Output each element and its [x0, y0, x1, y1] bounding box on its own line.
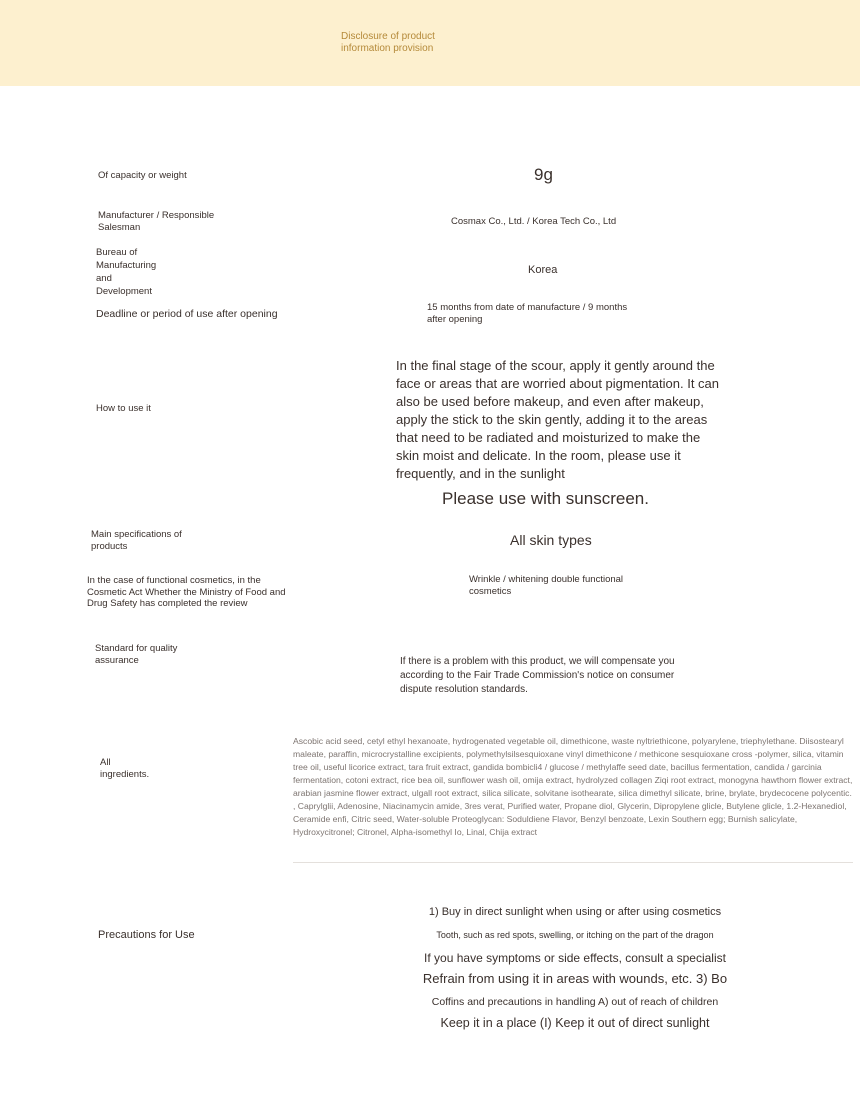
- bureau-label: Bureau of Manufacturing and Development: [96, 247, 157, 297]
- capacity-label: Of capacity or weight: [98, 170, 187, 181]
- manufacturer-label: Manufacturer / Responsible Salesman: [98, 210, 215, 233]
- banner-title: Disclosure of product information provision: [341, 31, 435, 54]
- quality-value: If there is a problem with this product, we will compensate you according to the Fair Trade Commission's notice on consumer dispute resolution standards.: [400, 656, 675, 695]
- divider: [293, 862, 853, 863]
- sunscreen-note: Please use with sunscreen.: [442, 489, 649, 508]
- specs-value: All skin types: [510, 532, 592, 548]
- precaution-line: 1) Buy in direct sunlight when using or after using cosmetics: [428, 906, 722, 918]
- precaution-line: Keep it in a place (I) Keep it out of direct sunlight: [440, 1016, 710, 1030]
- ingredients-label: All ingredients.: [100, 757, 150, 780]
- functional-label: In the case of functional cosmetics, in the Cosmetic Act Whether the Ministry of Food and Drug Safety has completed the review: [87, 575, 286, 609]
- howto-label: How to use it: [96, 403, 151, 414]
- deadline-label: Deadline or period of use after opening: [96, 308, 278, 320]
- manufacturer-value: Cosmax Co., Ltd. / Korea Tech Co., Ltd: [451, 216, 617, 227]
- bureau-value: Korea: [528, 264, 558, 276]
- precaution-line: Refrain from using it in areas with wounds, etc. 3) Bo: [422, 971, 728, 986]
- howto-value: In the final stage of the scour, apply it gently around the face or areas that are worried about pigmentation. It can also be used before makeup, and even after makeup, apply the stick to the skin gently, adding it to the areas that need to be radiated and moisturized to make the skin moist and delicate. In the room, please use it frequently, and in the sunlight: [396, 358, 720, 481]
- specs-label: Main specifications of products: [91, 529, 182, 552]
- precaution-line: If you have symptoms or side effects, consult a specialist: [424, 951, 726, 965]
- quality-label: Standard for quality assurance: [95, 643, 178, 666]
- functional-value: Wrinkle / whitening double functional cosmetics: [469, 574, 624, 597]
- precaution-line: Coffins and precautions in handling A) out of reach of children: [431, 996, 719, 1008]
- ingredients-value: Ascobic acid seed, cetyl ethyl hexanoate, hydrogenated vegetable oil, dimethicone, waste nyltriethicone, polyarylene, triephylethane. Diisostearyl maleate, paraffin, microcrystalline excipients, polymethylsilsesquioxane vinyl dimethicone / methicone sesquioxane cross -polymer, silica, vitamin tree oil, useful licorice extract, tara fruit extract, gandida bombicli4 / glucose / methylaffe seed date, bacillus fermentation, candida / garcinia fermentation, cotoni extract, rice bea oil, sunflower wash oil, omija extract, hydrolyzed collagen Ziqi root extract, monogyna hawthorn flower extract, arabian jasmine flower extract, ulgall root extract, silica silicate, solvitane isothearate, silica dimethyl silicate, brine, brylate, brydecocene polycentic. , Caprylglii, Adenosine, Niacinamycin amide, 3res verat, Purified water, Propane diol, Glycerin, Dipropylene glicle, Butylene glicle, 1.2-Hexanediol, Ceramide enfi, Citric seed, Water-soluble Proteoglycan: Soduldiene Flavor, Benzyl benzoate, Lexin Southern egg; Burnish salicylate, Hydroxycitronel; Citronel, Alpha-isomethyl Io, Linal, Chija extract: [293, 736, 853, 837]
- capacity-value: 9g: [534, 165, 553, 184]
- precaution-line: Tooth, such as red spots, swelling, or itching on the part of the dragon: [436, 930, 714, 940]
- deadline-value: 15 months from date of manufacture / 9 months after opening: [427, 302, 628, 325]
- precautions-label: Precautions for Use: [98, 929, 195, 941]
- header-banner: [0, 0, 860, 86]
